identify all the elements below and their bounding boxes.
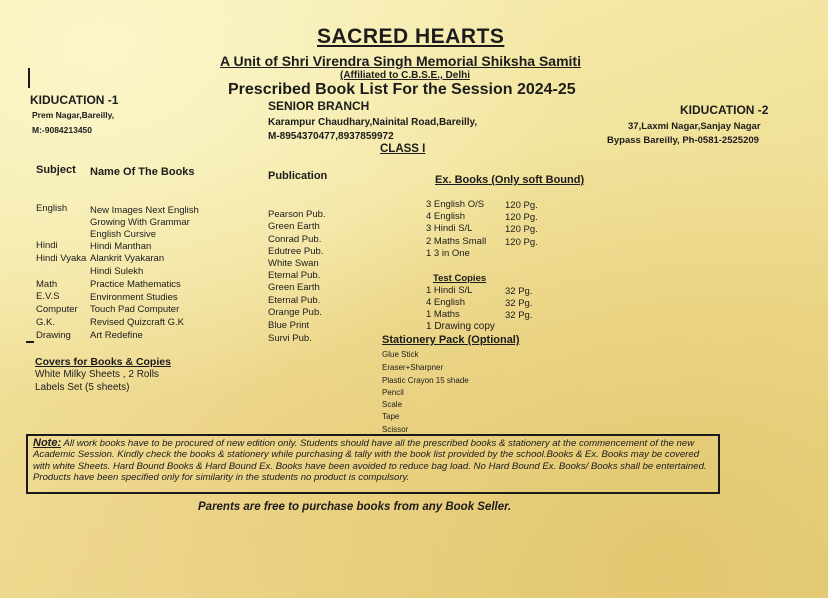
stationery-title: Stationery Pack (Optional) — [382, 334, 520, 346]
ex-book-item: 3 English O/S — [426, 199, 485, 210]
publication-item: Conrad Pub. — [268, 234, 322, 245]
affiliation: (Affiliated to C.B.S.E., Delhi — [340, 70, 471, 81]
kiducation1-name: KIDUCATION -1 — [30, 93, 119, 107]
book-item: Growing With Grammar — [90, 217, 190, 228]
ex-book-pages: 120 Pg. — [505, 200, 538, 211]
publication-item: Orange Pub. — [268, 307, 322, 318]
session-title: Prescribed Book List For the Session 2024-25 — [228, 81, 576, 98]
ex-book-item: 4 English — [426, 211, 466, 222]
kiducation2-name: KIDUCATION -2 — [680, 103, 769, 117]
unit-line: A Unit of Shri Virendra Singh Memorial Shiksha Samiti — [220, 53, 581, 69]
dash-mark — [26, 341, 34, 343]
subject-hindi: Hindi — [36, 240, 58, 251]
kiducation2-address: 37,Laxmi Nagar,Sanjay Nagar — [628, 121, 761, 132]
books-header: Name Of The Books — [90, 166, 195, 178]
publication-item: Eternal Pub. — [268, 295, 321, 306]
subject-hindi-vyaka: Hindi Vyaka — [36, 253, 87, 264]
subject-header: Subject — [36, 164, 76, 176]
margin-mark — [28, 68, 30, 88]
book-item: Alankrit Vyakaran — [90, 253, 165, 264]
book-item: New Images Next English — [90, 205, 199, 216]
ex-book-item: 3 Hindi S/L — [426, 223, 473, 234]
book-item: Revised Quizcraft G.K — [90, 317, 184, 328]
ex-book-item: 2 Maths Small — [426, 236, 487, 247]
kiducation1-phone: M:-9084213450 — [32, 125, 93, 135]
stationery-item: Plastic Crayon 15 shade — [382, 376, 469, 385]
school-name: SACRED HEARTS — [317, 25, 505, 48]
publication-item: Eternal Pub. — [268, 270, 321, 281]
note-label: Note: — [33, 437, 62, 449]
publication-item: White Swan — [268, 258, 319, 269]
book-item: Environment Studies — [90, 292, 178, 303]
note-box — [26, 434, 720, 494]
test-copy-pages: 32 Pg. — [505, 298, 533, 309]
branch-phone: M-8954370477,8937859972 — [268, 131, 394, 142]
publication-item: Edutree Pub. — [268, 246, 324, 257]
stationery-item: Scissor — [382, 425, 409, 434]
test-copy-pages: 32 Pg. — [505, 286, 533, 297]
kiducation2-phone: Bypass Bareilly, Ph-0581-2525209 — [607, 135, 759, 146]
book-item: Art Redefine — [90, 330, 143, 341]
ex-book-pages: 120 Pg. — [505, 237, 538, 248]
ex-book-pages: 120 Pg. — [505, 224, 538, 235]
test-copy-pages: 32 Pg. — [505, 310, 533, 321]
book-item: Hindi Manthan — [90, 241, 152, 252]
ex-book-pages: 120 Pg. — [505, 212, 538, 223]
book-item: Touch Pad Computer — [90, 304, 180, 315]
stationery-item: Glue Stick — [382, 350, 419, 359]
class-label: CLASS I — [380, 143, 426, 155]
subject-computer: Computer — [36, 304, 78, 315]
publication-item: Survi Pub. — [268, 333, 312, 344]
branch-address: Karampur Chaudhary,Nainital Road,Bareilly, — [268, 117, 478, 128]
ex-book-item: 1 3 in One — [426, 248, 470, 259]
covers-title: Covers for Books & Copies — [35, 356, 171, 368]
book-item: Hindi Sulekh — [90, 266, 144, 277]
test-copy-item: 1 Maths — [426, 309, 460, 320]
publication-item: Green Earth — [268, 221, 320, 232]
subject-drawing: Drawing — [36, 330, 71, 341]
footer-text: Parents are free to purchase books from any Book Seller. — [198, 501, 512, 513]
stationery-item: Tape — [382, 412, 400, 421]
branch-name: SENIOR BRANCH — [268, 99, 370, 113]
publication-item: Green Earth — [268, 282, 320, 293]
test-copy-item: 1 Hindi S/L — [426, 285, 473, 296]
stationery-item: Pencil — [382, 388, 404, 397]
test-copies-title: Test Copies — [433, 273, 487, 284]
subject-gk: G.K. — [36, 317, 56, 328]
book-item: Practice Mathematics — [90, 279, 181, 290]
subject-math: Math — [36, 279, 58, 290]
publication-header: Publication — [268, 170, 328, 182]
covers-line: White Milky Sheets , 2 Rolls — [35, 369, 159, 380]
publication-item: Blue Print — [268, 320, 310, 331]
subject-evs: E.V.S — [36, 291, 60, 302]
test-copy-item: 4 English — [426, 297, 466, 308]
book-item: English Cursive — [90, 229, 156, 240]
publication-item: Pearson Pub. — [268, 209, 326, 220]
covers-line: Labels Set (5 sheets) — [35, 382, 130, 393]
stationery-item: Eraser+Sharpner — [382, 363, 444, 372]
subject-english: English — [36, 203, 68, 214]
test-copy-item: 1 Drawing copy — [426, 321, 495, 332]
kiducation1-address: Prem Nagar,Bareilly, — [32, 110, 115, 120]
stationery-item: Scale — [382, 400, 403, 409]
note-text: All work books have to be procured of new edition only. Students should have all the prescribed books & stationery at the commencement of the new Academic Session. Kindly check the books & stationery while purchasing & tally with the book list provided by the school.Books & Ex. Books may be covered with white Sheets. Hard Bound Books & Hard Bound Ex. Books have been avoided to reduce bag load. No Hard Bound Ex. Books/ Books shall be entertained. Products have been specified only for similarity in the students no product is compulsory. — [33, 438, 707, 484]
ex-books-header: Ex. Books (Only soft Bound) — [435, 174, 585, 186]
